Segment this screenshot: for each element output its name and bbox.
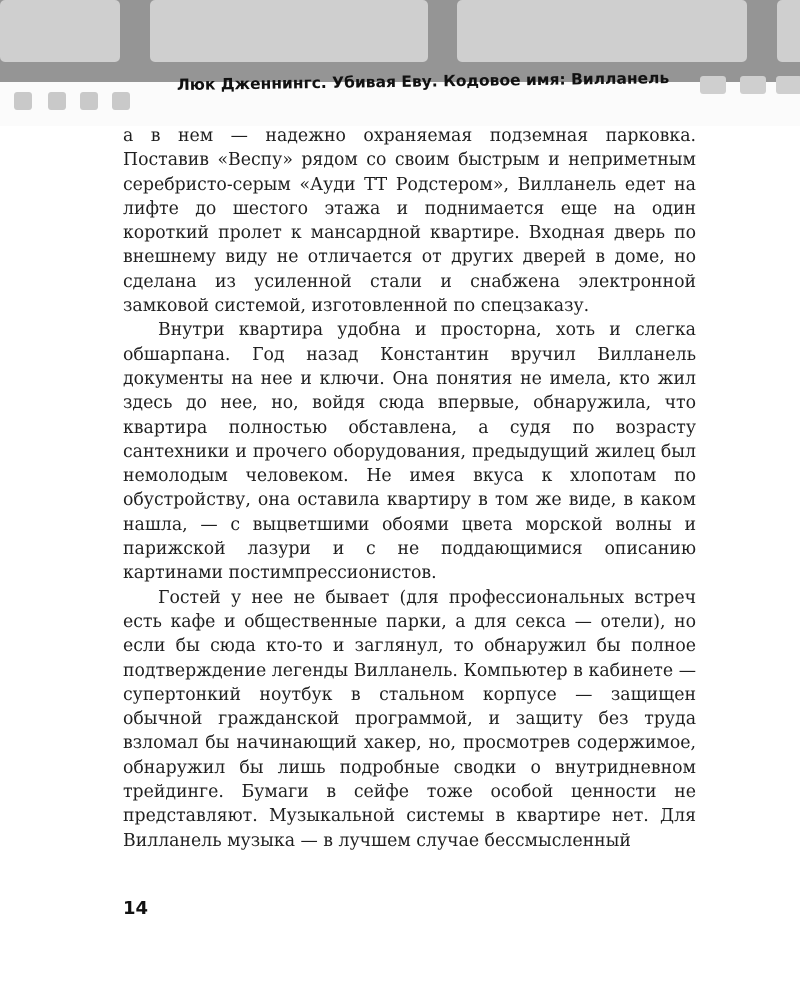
filmstrip-header-decoration xyxy=(0,0,800,132)
film-perforation xyxy=(80,92,98,110)
film-perforation xyxy=(740,76,766,94)
body-text xyxy=(123,124,696,853)
page-number: 14 xyxy=(123,898,149,919)
film-frame xyxy=(457,0,747,62)
paragraph: Гостей у нее не бывает (для профессиональных встреч есть кафе и общественные парки, а для секса — отели), но если бы сюда кто-то и заглянул, то обнаружил бы полное подтверждение легенды Вилланель. Компьютер в кабинете — супертонкий ноутбук в стальном корпусе — защищен обычной гражданской программой, и защиту без труда взломал бы начинающий хакер, но, просмотрев содержимое, обнаружил бы лишь подробные сводки о внутридневном трейдинге. Бумаги в сейфе тоже особой ценности не представляют. Музыкальной системы в квартире нет. Для Вилланель музыка — в лучшем случае бессмысленный xyxy=(123,587,696,851)
film-frame xyxy=(0,0,120,62)
film-perforation xyxy=(700,76,726,94)
running-head: Люк Дженнингс. Убивая Еву. Кодовое имя: Вилланель xyxy=(176,69,670,94)
paragraph: Внутри квартира удобна и просторна, хоть и слегка обшарпана. Год назад Константин вручил Вилланель документы на нее и ключи. Она понятия не имела, кто жил здесь до нее, но, войдя сюда впервые, обнаружила, что квартира полностью обставлена, а судя по возрасту сантехники и прочего оборудования, предыдущий жилец был немолодым человеком. Не имея вкуса к хлопотам по обустройству, она оставила квартиру в том же виде, в каком нашла, — с выцветшими обоями цвета морской волны и парижской лазури и с не поддающимися описанию картинами постимпрессионистов. xyxy=(123,320,696,584)
film-perforation xyxy=(14,92,32,110)
film-perforation xyxy=(48,92,66,110)
film-frame xyxy=(150,0,428,62)
film-perforation xyxy=(776,76,800,94)
film-frame xyxy=(777,0,800,62)
paragraph: а в нем — надежно охраняемая подземная парковка. Поставив «Веспу» рядом со своим быстрым и неприметным серебристо-серым «Ауди ТТ Родстером», Вилланель едет на лифте до шестого этажа и поднимается еще на один короткий пролет к мансардной квартире. Входная дверь по внешнему виду не отличается от других дверей в доме, но сделана из усиленной стали и снабжена электронной замковой системой, изготовленной по спецзаказу. xyxy=(123,126,696,317)
film-perforation xyxy=(112,92,130,110)
